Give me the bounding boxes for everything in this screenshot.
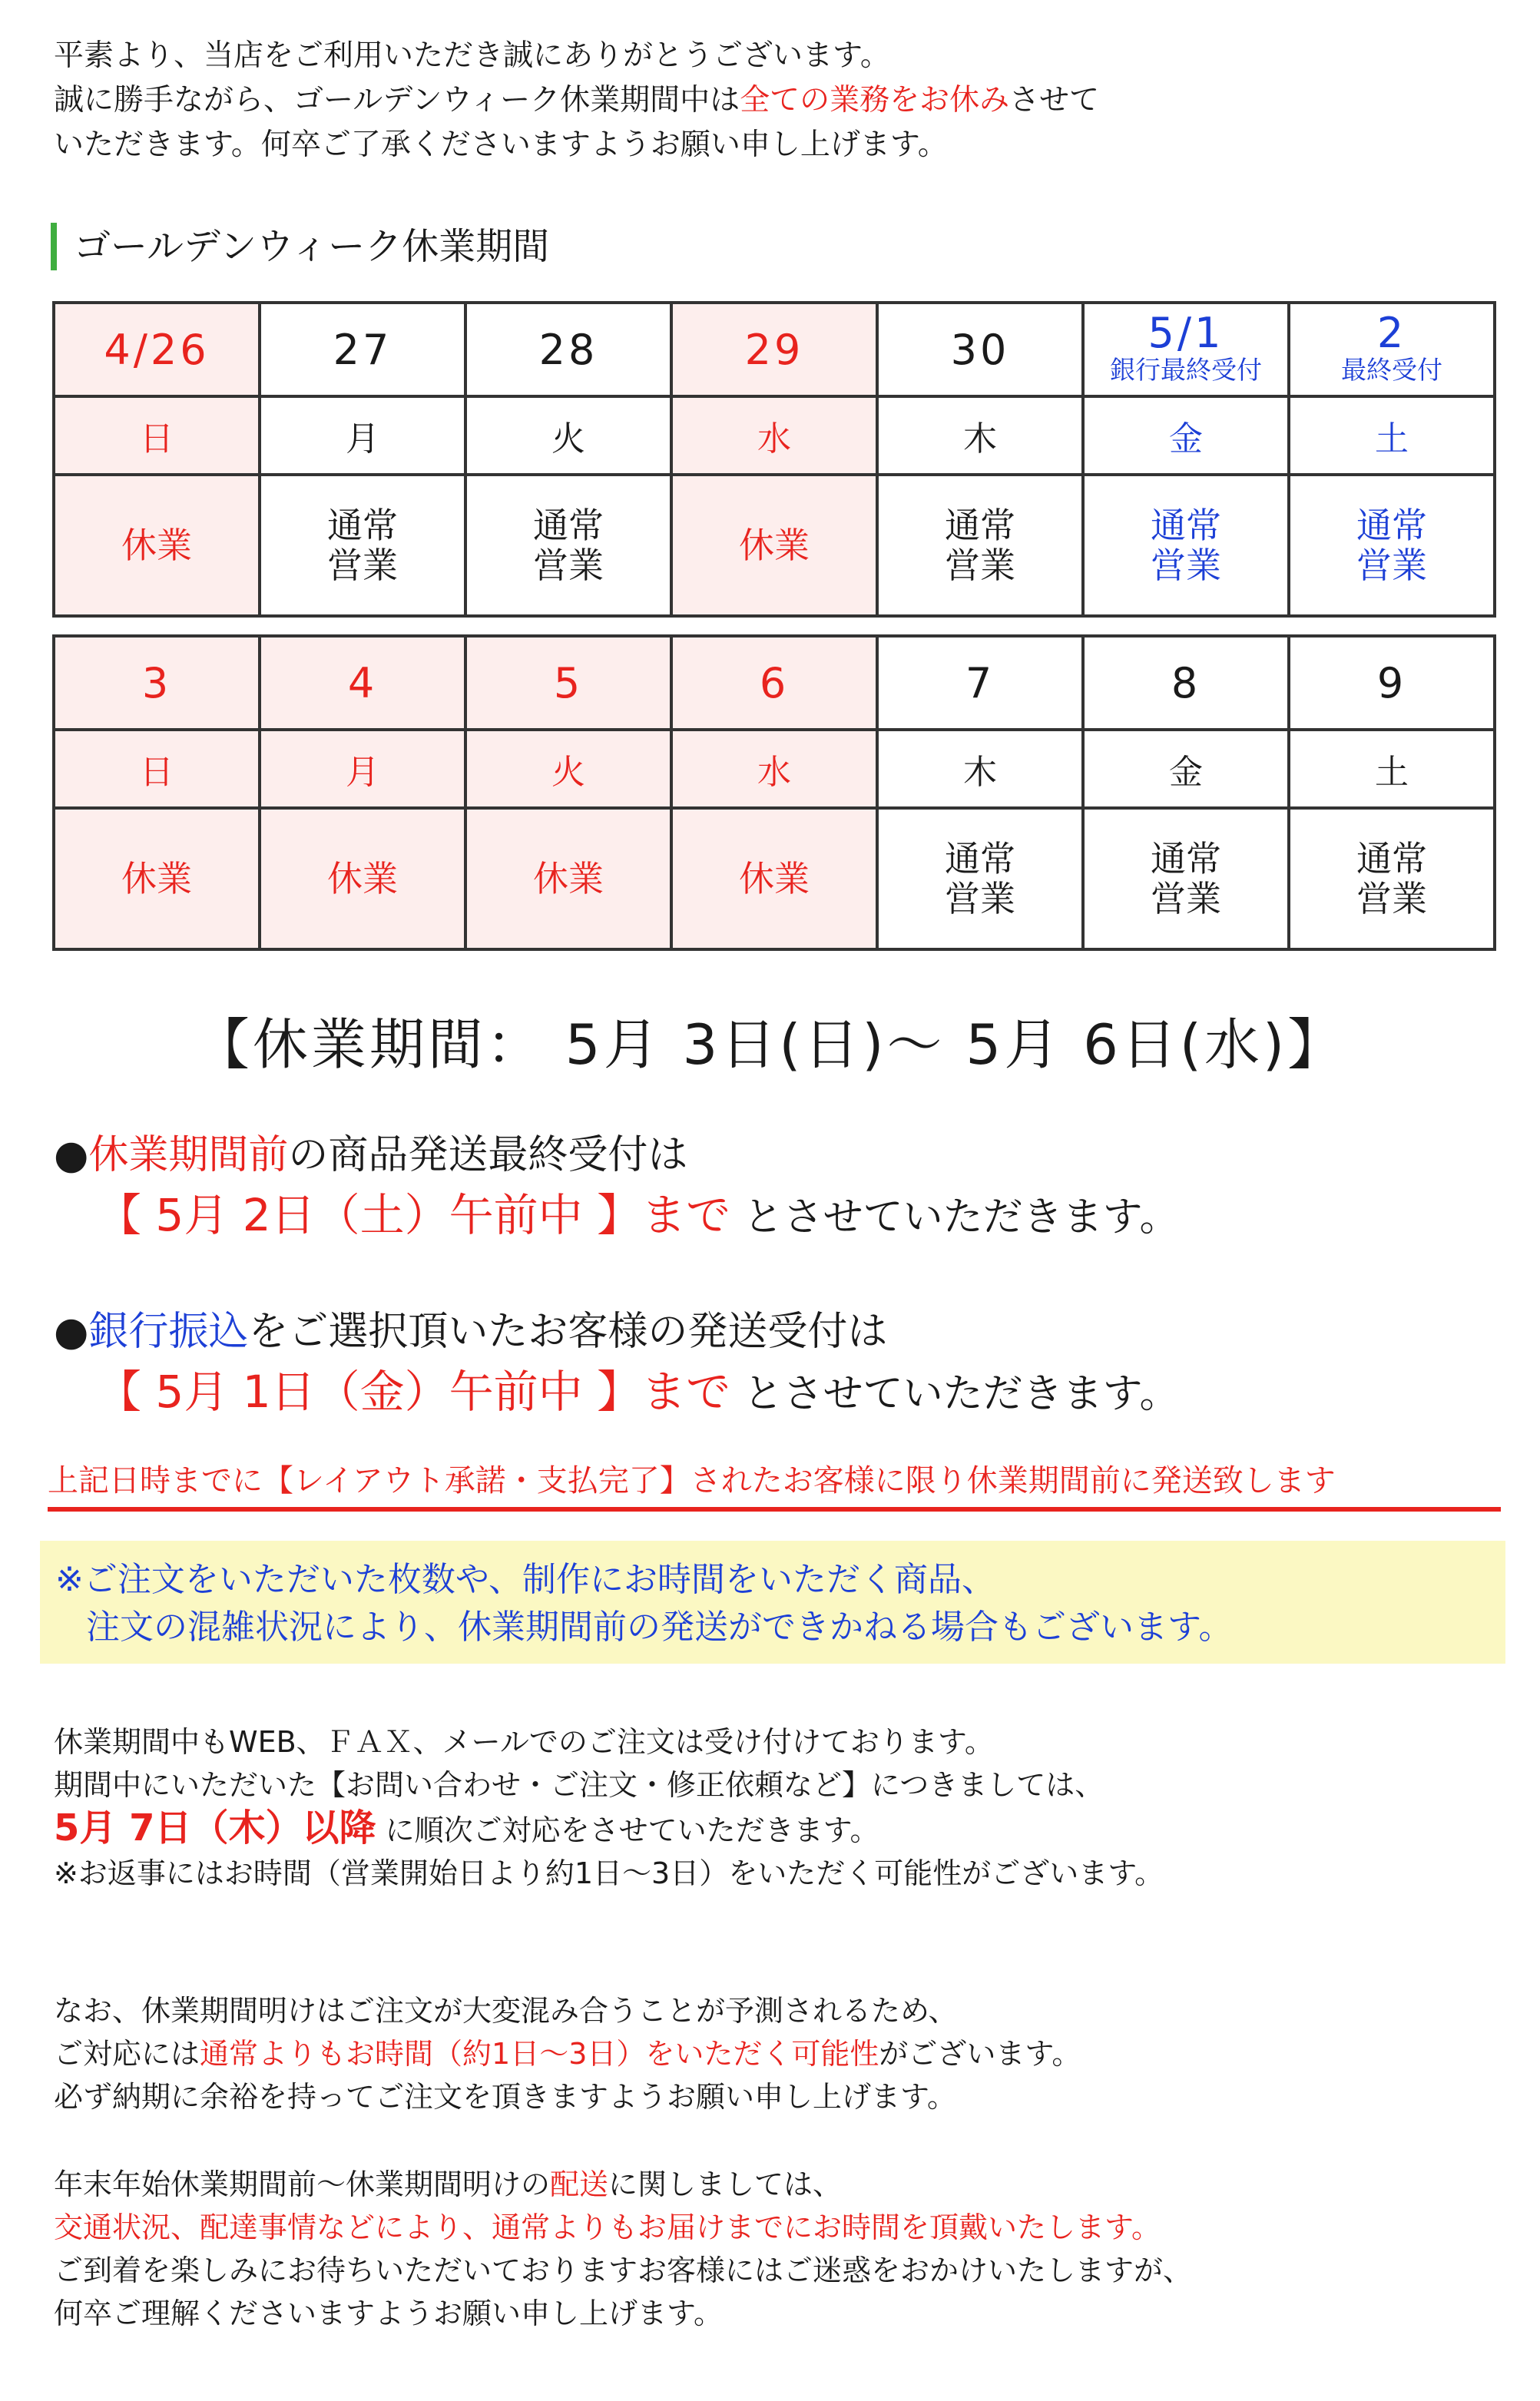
calendar-date: 30: [950, 325, 1010, 374]
p1-line-4: ※お返事にはお時間（営業開始日より約1日～3日）をいただく可能性がございます。: [54, 1856, 1164, 1890]
calendar-weekday: 火: [465, 730, 671, 808]
p2-line-2a: ご対応には: [54, 2037, 200, 2071]
calendar-date-cell: [465, 303, 671, 396]
bullet-mark: ●: [54, 1309, 89, 1355]
calendar-date-cell: [1083, 636, 1289, 730]
resume-date: 5月 7日（木）以降: [54, 1807, 376, 1850]
bullet2-label: 銀行振込: [88, 1309, 249, 1355]
p3-line-4: 何卒ご理解くださいますようお願い申し上げます。: [54, 2297, 723, 2330]
calendar-status: 休業: [739, 858, 810, 899]
calendar-date: 28: [538, 325, 598, 374]
calendar-date: 5: [553, 658, 584, 707]
calendar-status-cell: [1083, 475, 1289, 616]
calendar-date: 6: [759, 658, 790, 707]
calendar-weekday: 木: [877, 396, 1083, 475]
calendar-date-cell: [54, 303, 260, 396]
p2-line-2b: がございます。: [879, 2037, 1081, 2071]
calendar-status-cell: [260, 475, 465, 616]
bullet2-tail: とさせていただきます。: [730, 1371, 1180, 1417]
calendar-weekday: 水: [671, 396, 877, 475]
calendar-date-cell: [260, 636, 465, 730]
calendar-status-cell: [465, 808, 671, 949]
p3-line-1a: 年末年始休業期間前～休業期間明けの: [54, 2168, 551, 2201]
section-heading: ゴールデンウィーク休業期間: [51, 223, 549, 270]
calendar-date: 2: [1376, 309, 1407, 357]
calendar-status-cell: [1083, 808, 1289, 949]
calendar-status: 通常営業: [945, 838, 1015, 919]
p3-line-1-highlight: 配送: [550, 2168, 609, 2201]
delay-notice-line-2: 注文の混雑状況により、休業期間前の発送ができかねる場合もございます。: [86, 1608, 1233, 1647]
calendar-weekday: 金: [1083, 396, 1289, 475]
p3-line-2: 交通状況、配達事情などにより、通常よりもお届けまでにお時間を頂戴いたします。: [54, 2211, 1161, 2244]
calendar-status: 通常営業: [1356, 838, 1427, 919]
calendar-status-cell: [465, 475, 671, 616]
calendar-date: 4/26: [104, 325, 210, 374]
bullet-mark: ●: [54, 1132, 89, 1178]
calendar-weekday: 月: [260, 730, 465, 808]
bullet1-text: の商品発送最終受付は: [288, 1132, 688, 1178]
intro-line-2a: 誠に勝手ながら、ゴールデンウィーク休業期間中は: [54, 83, 740, 118]
calendar-date-cell: [877, 636, 1083, 730]
calendar-weekday: 日: [54, 396, 260, 475]
order-info-paragraph: [54, 1720, 1164, 1895]
intro-line-1: 平素より、当店をご利用いただき誠にありがとうございます。: [54, 38, 890, 73]
shipping-deadline-notice: [54, 1125, 1180, 1247]
calendar-status: 休業: [121, 858, 192, 899]
calendar-date: 5/1: [1148, 309, 1224, 357]
calendar-week-1: [52, 301, 1496, 618]
shipping-condition-notice: 上記日時までに【レイアウト承諾・支払完了】されたお客様に限り休業期間前に発送致します: [48, 1459, 1501, 1512]
bullet2-deadline: 【 5月 1日（金）午前中 】まで: [97, 1366, 731, 1418]
delay-notice-line-1: ※ご注文をいただいた枚数や、制作にお時間をいただく商品、: [55, 1560, 995, 1599]
calendar-status: 通常営業: [327, 505, 398, 586]
calendar-date-cell: [54, 636, 260, 730]
intro-line-3: いただきます。何卒ご了承くださいますようお願い申し上げます。: [54, 128, 948, 162]
intro-line-2-highlight: 全ての業務をお休み: [740, 83, 1010, 118]
calendar-date: 7: [965, 658, 995, 707]
bullet1-deadline: 【 5月 2日（土）午前中 】まで: [97, 1189, 731, 1241]
delivery-paragraph: [54, 2163, 1192, 2335]
calendar-date: 27: [333, 325, 392, 374]
calendar-date-cell: [671, 303, 877, 396]
busy-period-paragraph: [54, 1989, 1081, 2118]
p1-line-1: 休業期間中もWEB、ＦＡＸ、メールでのご注文は受け付けております。: [54, 1725, 994, 1759]
calendar-status: 通常営業: [945, 505, 1015, 586]
calendar-date-note: 最終受付: [1341, 355, 1442, 385]
calendar-status-cell: [1289, 475, 1495, 616]
p2-line-3: 必ず納期に余裕を持ってご注文を頂きますようお願い申し上げます。: [54, 2080, 956, 2114]
calendar-date: 8: [1171, 658, 1201, 707]
p1-line-2: 期間中にいただいた【お問い合わせ・ご注文・修正依頼など】につきましては、: [54, 1768, 1104, 1802]
calendar-status: 休業: [121, 525, 192, 566]
closure-period: 【休業期間： 5月 3日(日)～ 5月 6日(水)】: [194, 1012, 1346, 1077]
calendar-status: 休業: [533, 858, 604, 899]
calendar-date-cell: [1083, 303, 1289, 396]
calendar-status: 通常営業: [533, 505, 604, 586]
calendar-weekday: 木: [877, 730, 1083, 808]
intro-text: [54, 34, 1099, 167]
calendar-status: 通常営業: [1356, 505, 1427, 586]
calendar-weekday: 火: [465, 396, 671, 475]
bullet2-text: をご選択頂いたお客様の発送受付は: [248, 1309, 888, 1355]
calendar-date-cell: [465, 636, 671, 730]
calendar-status-cell: [260, 808, 465, 949]
calendar-weekday: 月: [260, 396, 465, 475]
p2-line-2-highlight: 通常よりもお時間（約1日～3日）をいただく可能性: [200, 2037, 879, 2071]
bullet1-label: 休業期間前: [88, 1132, 289, 1178]
calendar-status: 通常営業: [1151, 838, 1221, 919]
calendar-date-cell: [671, 636, 877, 730]
calendar-date: 9: [1376, 658, 1407, 707]
calendar-date: 3: [141, 658, 172, 707]
calendar-date-cell: [1289, 303, 1495, 396]
calendar-weekday: 水: [671, 730, 877, 808]
calendar-weekday: 金: [1083, 730, 1289, 808]
calendar-status-cell: [671, 475, 877, 616]
calendar-status-cell: [877, 808, 1083, 949]
bank-transfer-deadline-notice: [54, 1302, 1180, 1424]
calendar-status: 休業: [327, 858, 398, 899]
p2-line-1: なお、休業期間明けはご注文が大変混み合うことが予測されるため、: [54, 1994, 958, 2028]
calendar-weekday: 日: [54, 730, 260, 808]
calendar-status: 休業: [739, 525, 810, 566]
calendar-date-cell: [877, 303, 1083, 396]
calendar-date-cell: [1289, 636, 1495, 730]
calendar-status-cell: [877, 475, 1083, 616]
calendar-week-2: [52, 634, 1496, 951]
calendar-date-note: 銀行最終受付: [1110, 355, 1262, 385]
intro-line-2b: させて: [1009, 83, 1100, 118]
calendar-date-cell: [260, 303, 465, 396]
p3-line-3: ご到着を楽しみにお待ちいただいておりますお客様にはご迷惑をおかけいたしますが、: [54, 2254, 1193, 2287]
p3-line-1b: に関しましては、: [608, 2168, 843, 2201]
bullet1-tail: とさせていただきます。: [730, 1194, 1180, 1240]
calendar-status-cell: [671, 808, 877, 949]
calendar-status: 通常営業: [1151, 505, 1221, 586]
calendar-status-cell: [54, 475, 260, 616]
calendar-status-cell: [54, 808, 260, 949]
p1-line-3: に順次ご対応をさせていただきます。: [376, 1813, 879, 1847]
calendar-weekday: 土: [1289, 396, 1495, 475]
delay-notice-box: [40, 1541, 1505, 1664]
calendar-status-cell: [1289, 808, 1495, 949]
calendar-weekday: 土: [1289, 730, 1495, 808]
calendar-date: 4: [347, 658, 378, 707]
calendar-date: 29: [744, 325, 804, 374]
